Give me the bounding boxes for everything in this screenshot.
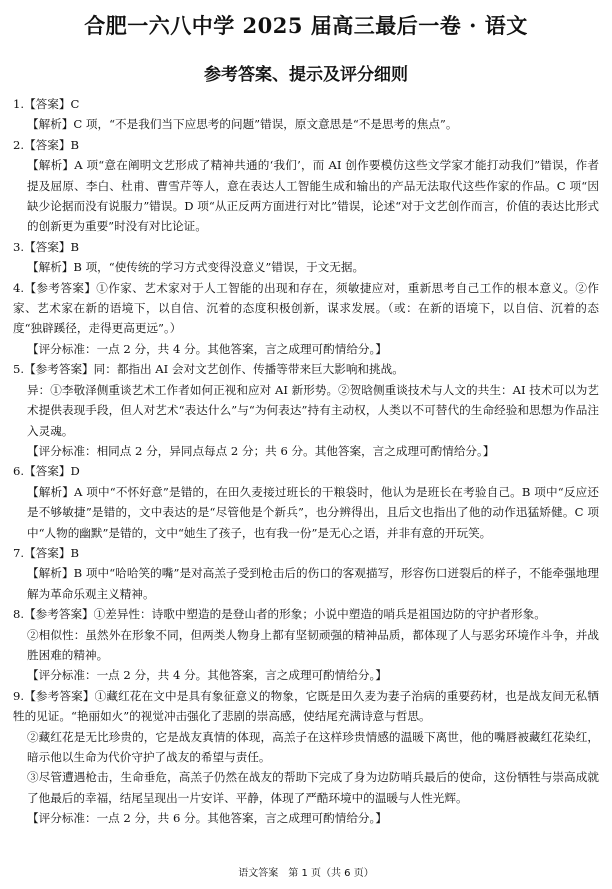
answer-item (13, 543, 599, 604)
question-number: 2. (13, 137, 25, 152)
question-number: 6. (13, 464, 25, 479)
document-title: 合肥一六八中学 2025 届高三最后一卷 · 语文 (84, 13, 528, 38)
answer-text: 【答案】B (24, 137, 79, 152)
page-footer: 语文答案 第 1 页（共 6 页） (238, 868, 374, 879)
answer-text: 异：①李敬泽侧重谈艺术工作者如何正视和应对 AI 新形势。②贺晗侧重谈技术与人文的共生：AI 技术可以为艺术提供表现手段，但人对艺术“表达什么”与“为何表达”持有主动权，人类以不可替代的生命经验和思想为作品注入灵魂。 (27, 382, 599, 438)
answer-item (13, 686, 599, 829)
answer-paragraph (13, 767, 599, 808)
answer-text: 【参考答案】①作家、艺术家对于人工智能的出现和存在，须敏捷应对，重新思考自己工作的根本意义。②作家、艺术家在新的语境下，以自信、沉着的态度积极创新，谋求发展。（或：在新的语境下，以自信、沉着的态度“独辟蹊径，走得更高更远”。） (13, 280, 599, 336)
answer-text: 【答案】B (24, 545, 79, 560)
question-number: 5. (13, 362, 25, 377)
answer-paragraph (13, 339, 599, 359)
answer-line (13, 94, 599, 114)
question-number: 9. (13, 688, 25, 703)
answer-item (13, 237, 599, 278)
answer-text: 【参考答案】①差异性：诗歌中塑造的是登山者的形象；小说中塑造的哨兵是祖国边防的守护者形象。 (24, 607, 546, 622)
answer-item (13, 135, 599, 237)
answer-line (13, 461, 599, 481)
question-number: 8. (13, 607, 25, 622)
answer-paragraph (13, 380, 599, 441)
answer-line (13, 135, 599, 155)
answer-text: ②藏红花是无比珍贵的，它是战友真情的体现，高羔子在这样珍贵情感的温暖下离世，他的嘴唇被藏红花染红，暗示他以生命为代价守护了战友的希望与责任。 (27, 729, 599, 764)
answer-item (13, 278, 599, 360)
answer-text: 【答案】B (24, 239, 79, 254)
answer-paragraph (13, 727, 599, 768)
answer-line (13, 278, 599, 339)
answer-text: 【答案】D (24, 464, 80, 479)
answer-text: 【解析】C 项，“不是我们当下应思考的问题”错误，原文意思是“不是思考的焦点”。 (27, 117, 458, 132)
answer-item (13, 461, 599, 543)
answer-text: 【评分标准：一点 2 分，共 4 分。其他答案，言之成理可酌情给分。】 (27, 668, 387, 683)
question-number: 4. (13, 280, 25, 295)
answer-paragraph (13, 114, 599, 134)
answer-item (13, 94, 599, 135)
answer-text: ③尽管遭遇枪击，生命垂危，高羔子仍然在战友的帮助下完成了身为边防哨兵最后的使命，这份牺牲与崇高成就了他最后的幸福，结尾呈现出一片安详、平静，体现了严酷环境中的温暖与人性光辉。 (27, 770, 599, 805)
answer-list (13, 94, 599, 829)
answer-text: 【答案】C (24, 97, 80, 111)
answer-text: 【评分标准：相同点 2 分，异同点每点 2 分；共 6 分。其他答案，言之成理可酌情给分。】 (27, 443, 495, 458)
answer-paragraph (13, 563, 599, 604)
answer-line (13, 359, 599, 379)
answer-line (13, 604, 599, 624)
answer-line (13, 686, 599, 727)
answer-text: 【参考答案】同：都指出 AI 会对文艺创作、传播等带来巨大影响和挑战。 (24, 362, 404, 377)
answer-paragraph (13, 808, 599, 828)
answer-paragraph (13, 155, 599, 237)
answer-paragraph (13, 257, 599, 277)
answer-text: 【评分标准：一点 2 分，共 6 分。其他答案，言之成理可酌情给分。】 (27, 811, 387, 826)
question-number: 1. (13, 97, 25, 111)
answer-paragraph (13, 482, 599, 543)
answer-item (13, 359, 599, 461)
answer-text: 【评分标准：一点 2 分，共 4 分。其他答案，言之成理可酌情给分。】 (27, 341, 387, 356)
answer-paragraph (13, 665, 599, 685)
answer-line (13, 543, 599, 563)
answer-text: 【解析】B 项，“使传统的学习方式变得没意义”错误，于文无据。 (27, 260, 365, 275)
answer-line (13, 237, 599, 257)
question-number: 3. (13, 239, 25, 254)
answer-text: ②相似性：虽然外在形象不同，但两类人物身上都有坚韧顽强的精神品质，都体现了人与恶劣环境作斗争，并战胜困难的精神。 (27, 627, 599, 662)
document-subtitle: 参考答案、提示及评分细则 (204, 65, 408, 85)
answer-item (13, 604, 599, 686)
answer-text: 【解析】B 项中“哈哈笑的嘴”是对高羔子受到枪击后的伤口的客观描写，形容伤口迸裂后的样子，不能牵强地理解为革命乐观主义精神。 (27, 566, 599, 601)
question-number: 7. (13, 545, 25, 560)
answer-text: 【解析】A 项中“不怀好意”是错的，在田久麦接过班长的干粮袋时，他认为是班长在考验自己。B 项中“反应还是不够敏捷”是错的，文中表达的是“尽管他是个新兵”，也分辨得出，且后文也指出了他的动作迅猛矫健。C 项中“人物的幽默”是错的，文中“她生了孩子，也有我一份”是无心之语，并非有意的开玩笑。 (27, 484, 599, 540)
answer-paragraph (13, 441, 599, 461)
answer-text: 【参考答案】①藏红花在文中是具有象征意义的物象，它既是田久麦为妻子治病的重要药材，也是战友间无私牺牲的见证。“艳丽如火”的视觉冲击强化了悲剧的崇高感，使结尾充满诗意与哲思。 (13, 688, 599, 724)
answer-text: 【解析】A 项“意在阐明文艺形成了精神共通的‘我们’，而 AI 创作要模仿这些文学家才能打动我们”错误，作者提及屈原、李白、杜甫、曹雪芹等人，意在表达人工智能生成和输出的产品无法取代这些作家的作品。C 项“因缺少论据而没有说服力”错误。D 项“从正反两方面进行对比”错误，论述“对于文艺创作而言，价值的表达比形式的创新更为重要”时没有对比论证。 (27, 158, 599, 234)
answer-paragraph (13, 625, 599, 666)
